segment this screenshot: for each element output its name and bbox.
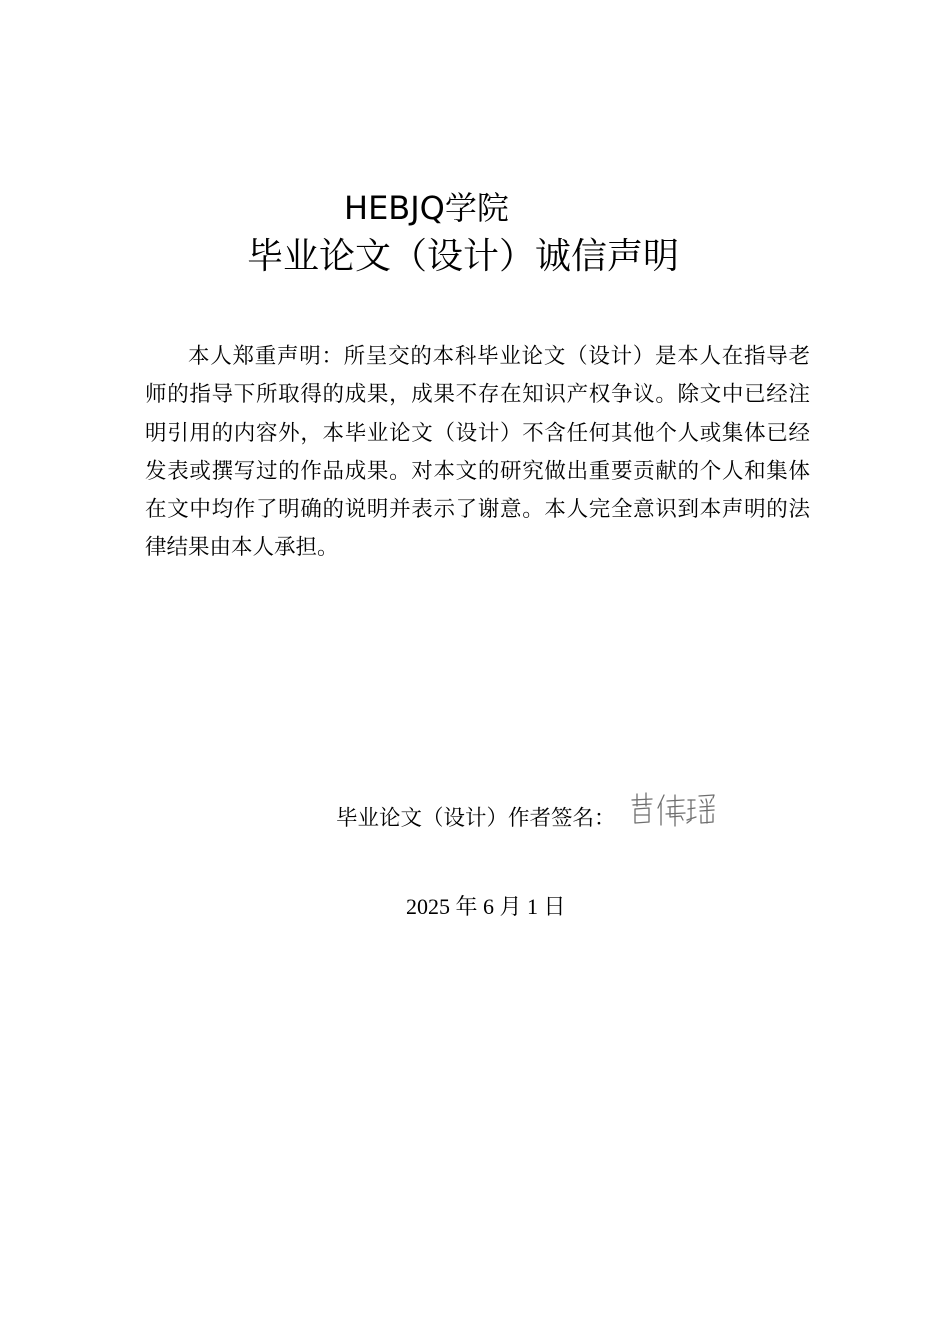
- signature-row: [336, 802, 616, 836]
- page-title: 毕业论文（设计）诚信声明: [247, 236, 680, 277]
- declaration-text: 本人郑重声明：所呈交的本科毕业论文（设计）是本人在指导老师的指导下所取得的成果，成果不存在知识产权争议。除文中已经注明引用的内容外，本毕业论文（设计）不含任何其他个人或集体已经发表或撰写过的作品成果。对本文的研究做出重要贡献的个人和集体在文中均作了明确的说明并表示了谢意。本人完全意识到本声明的法律结果由本人承担。: [145, 344, 810, 561]
- signature-label: 毕业论文（设计）作者签名：: [336, 806, 616, 831]
- handwritten-signature: [628, 790, 718, 832]
- institution-name: HEBJQ学院: [344, 189, 509, 227]
- declaration-date: 2025 年 6 月 1 日: [406, 894, 566, 919]
